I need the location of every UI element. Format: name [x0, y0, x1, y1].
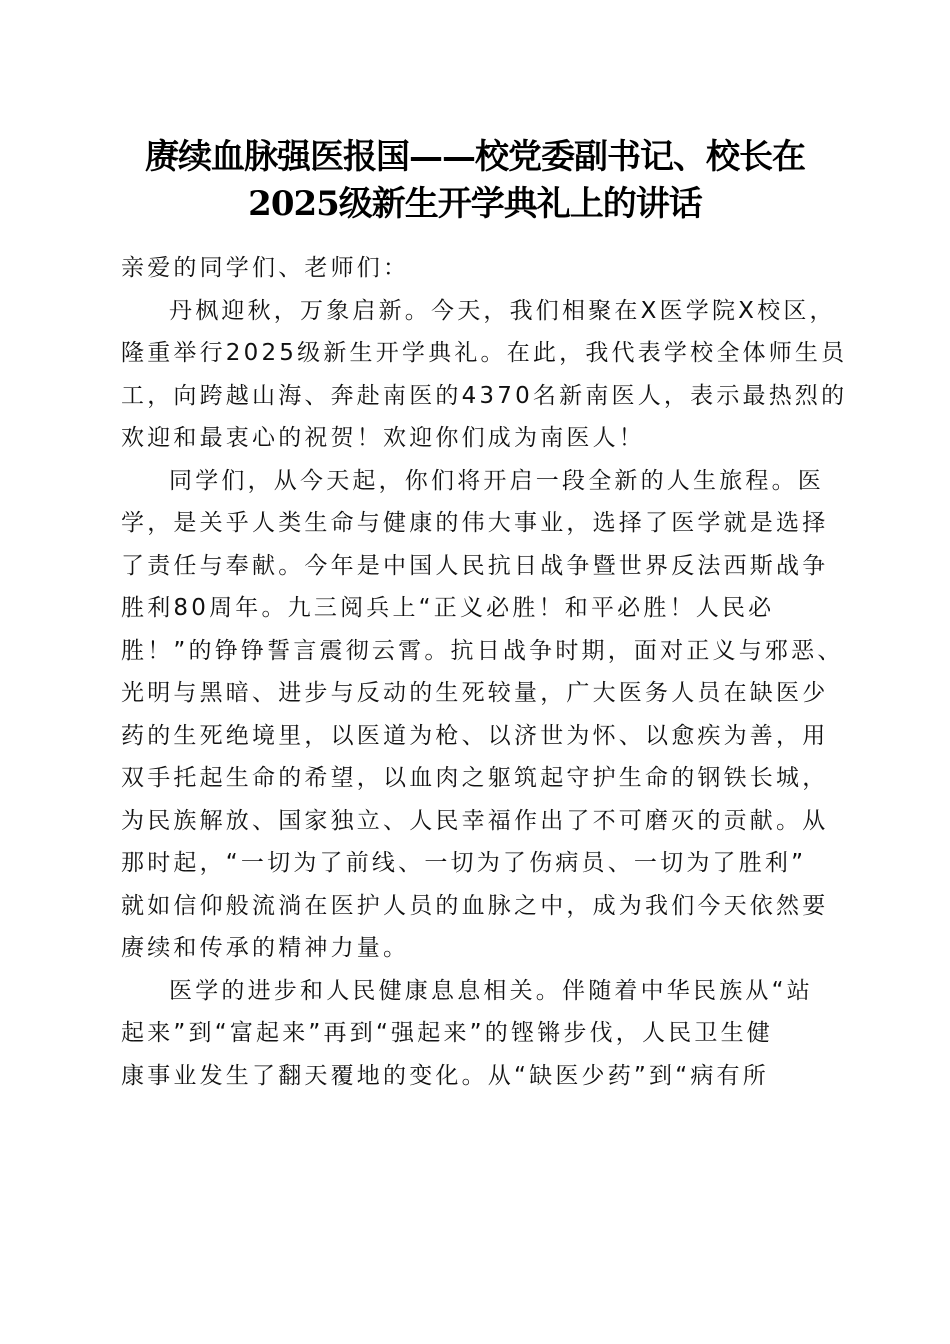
paragraph-line: 那时起，“一切为了前线、一切为了伤病员、一切为了胜利”: [121, 850, 807, 876]
document-body: [121, 247, 848, 1097]
paragraph-line: 工，向跨越山海、奔赴南医的4370名新南医人，表示最热烈的: [121, 382, 848, 409]
title-line-2: 2025级新生开学典礼上的讲话: [248, 184, 702, 224]
paragraph-line: 起来”到“富起来”再到“强起来”的铿锵步伐，人民卫生健: [121, 1020, 773, 1046]
paragraph-line: 欢迎和最衷心的祝贺！欢迎你们成为南医人！: [121, 425, 645, 451]
paragraph-line: 医学的进步和人民健康息息相关。伴随着中华民族从“站: [169, 977, 813, 1004]
paragraph-line: 药的生死绝境里，以医道为枪、以济世为怀、以愈疾为善，用: [121, 722, 829, 749]
paragraph-2: [121, 460, 844, 970]
paragraph-line: 隆重举行2025级新生开学典礼。在此，我代表学校全体师生员: [121, 340, 848, 366]
paragraph-line: 双手托起生命的希望，以血肉之躯筑起守护生命的钢铁长城，: [121, 765, 829, 791]
paragraph-3: [121, 970, 841, 1098]
paragraph-line: 胜利80周年。九三阅兵上“正义必胜！和平必胜！人民必: [121, 595, 775, 621]
paragraph-line: 丹枫迎秋，万象启新。今天，我们相聚在X医学院X校区，: [169, 297, 836, 324]
paragraph-line: 学，是关乎人类生命与健康的伟大事业，选择了医学就是选择: [121, 510, 829, 536]
paragraph-1: [121, 290, 848, 460]
paragraph-line: 了责任与奉献。今年是中国人民抗日战争暨世界反法西斯战争: [121, 552, 829, 579]
greeting: 亲爱的同学们、老师们：: [121, 255, 410, 281]
paragraph-line: 光明与黑暗、进步与反动的生死较量，广大医务人员在缺医少: [121, 680, 829, 706]
paragraph-line: 为民族解放、国家独立、人民幸福作出了不可磨灭的贡献。从: [121, 807, 829, 834]
paragraph-line: 赓续和传承的精神力量。: [121, 935, 410, 961]
paragraph-line: 同学们，从今天起，你们将开启一段全新的人生旅程。医: [169, 467, 824, 494]
paragraph-line: 胜！”的铮铮誓言震彻云霄。抗日战争时期，面对正义与邪恶、: [121, 637, 844, 664]
paragraph-line: 就如信仰般流淌在医护人员的血脉之中，成为我们今天依然要: [121, 892, 829, 919]
paragraph-line: 康事业发生了翻天覆地的变化。从“缺医少药”到“病有所: [121, 1062, 769, 1089]
title-line-1: 赓续血脉强医报国——校党委副书记、校长在: [145, 137, 805, 177]
document-title: [0, 134, 950, 228]
